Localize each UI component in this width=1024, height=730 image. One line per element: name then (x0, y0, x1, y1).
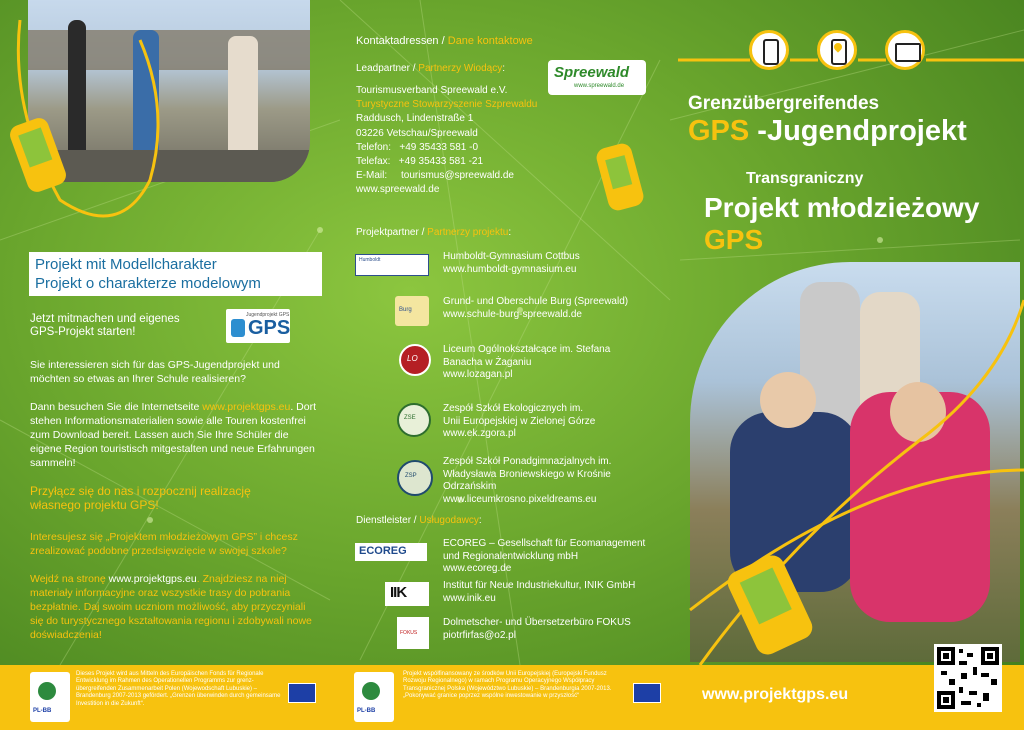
humboldt-logo-text: Humboldt (359, 257, 381, 263)
partner-text (443, 251, 580, 276)
para-interest-de: Sie interessieren sich für das GPS-Jugendprojekt und möchten so etwas an Ihrer Schule realisieren? (30, 359, 280, 385)
title-pl-line1: Transgraniczny (746, 170, 864, 187)
partner-text (443, 403, 595, 441)
partner-name: Liceum Ogólnokształcące im. Stefana (443, 344, 611, 355)
lead-partner-address (356, 84, 537, 198)
title-pl-gps: GPS (704, 224, 764, 255)
ds-pl: Usługodawcy (419, 515, 479, 526)
partner-text (443, 344, 610, 382)
para-visit-text-a: Dann besuchen Sie die Internetseite (30, 401, 203, 413)
heading-pl: Projekt o charakterze modelowym (35, 275, 261, 292)
footer-bar (0, 665, 1024, 730)
heading-de: Projekt mit Modellcharakter (35, 256, 217, 273)
partner-name: Grund- und Oberschule Burg (Spreewald) (443, 296, 629, 307)
gps-device-graphic-left (0, 0, 340, 240)
lead-website[interactable]: www.spreewald.de (356, 184, 440, 196)
contact-heading-pl: Dane kontaktowe (447, 35, 533, 47)
contact-heading-de: Kontaktadressen (356, 35, 439, 47)
service-name: ECOREG – Gesellschaft für Ecomanagement (443, 538, 646, 549)
service-name: Institut für Neue Industriekultur, INIK GmbH (443, 580, 636, 591)
ecoreg-logo-text: ECOREG (359, 545, 407, 557)
footer-text-pl: Projekt współfinansowany ze środków Unii Europejskiej (Europejski Fundusz Rozwoju Regionalnego) w ramach Programu Operacyjnego Współpracy Transgranicznej Polska (Województwo Lubuskie) – Brandenburgia 2007-2013. „Pokonywać granice poprzez wspólne inwestowanie w przyszłość“ (403, 671, 612, 700)
website-url[interactable]: www.projektgps.eu (702, 686, 849, 703)
zsp-logo (397, 460, 433, 496)
title-de-suffix: -Jugendprojekt (749, 115, 967, 147)
partner-name-2: Władysława Broniewskiego w Krośnie (443, 468, 611, 480)
projektgps-link-pl[interactable]: www.projektgps.eu (108, 573, 197, 585)
ecoreg-logo (355, 543, 427, 561)
plbb-label: PL-BB (33, 708, 52, 714)
partner-zse (355, 403, 665, 453)
service-fokus (355, 617, 665, 667)
service-providers-label: Dienstleister / Usługodawcy: (356, 515, 482, 526)
burg-school-logo (395, 296, 429, 326)
spreewald-logo-url: www.spreewald.de (574, 83, 625, 89)
partner-website[interactable]: www.ek.zgora.pl (443, 428, 516, 440)
service-text (443, 617, 631, 642)
contact-heading: Kontaktadressen / Dane kontaktowe (356, 35, 533, 47)
eu-flag-icon (288, 683, 316, 703)
zsp-logo-text: ZSP (405, 473, 417, 479)
partner-name: Humboldt-Gymnasium Cottbus (443, 251, 580, 262)
gps-logo-text: GPS (248, 317, 291, 339)
title-de-line1: Grenzübergreifendes (688, 93, 880, 114)
service-website[interactable]: www.ecoreg.de (443, 563, 512, 575)
partner-website[interactable]: www.lozagan.pl (443, 369, 513, 381)
service-website[interactable]: www.inik.eu (443, 592, 496, 604)
pl-bb-logo-left (30, 672, 70, 722)
partner-website[interactable]: www.schule-burg-spreewald.de (443, 308, 582, 320)
lo-logo-text: LO (407, 354, 418, 363)
pp-de: Projektpartner (356, 227, 419, 238)
lead-partner-label: Leadpartner / Partnerzy Wiodący: (356, 63, 505, 74)
footer-text-de: Dieses Projekt wird aus Mitteln des Europäischen Fonds für Regionale Entwicklung im Rahmen des Operationellen Programms zur grenz-übergreifenden Zusammenarbeit Polen (Wojewodschaft Lubuskie) – Brandenburg 2007-2013 gefördert. „Grenzen überwinden durch gemeinsame Investition in die Zukunft“. (76, 671, 281, 707)
gps-device-graphic-right (670, 0, 1024, 665)
pp-pl: Partnerzy projektu (427, 227, 509, 238)
pl-bb-logo-right (354, 672, 394, 722)
partner-website[interactable]: www.humboldt-gymnasium.eu (443, 263, 577, 275)
zse-logo (397, 403, 431, 437)
join-now-de: Jetzt mitmachen und eigenes GPS-Projekt starten! (30, 313, 180, 338)
para-visit-de (30, 400, 320, 470)
para-visit-pl-b: . Znajdziesz na niej materiały informacyjne oraz wszystkie trasy do pobrania bezpłatnie. Daj swoim uczniom możliwość, aby przyczyniali się do turystycznego kształtowania regionu i zdobywali nowe doświadczenia! (30, 573, 312, 641)
burg-logo-text: Burg (399, 307, 412, 313)
eu-flag-icon (633, 683, 661, 703)
join-now-pl: Przyłącz się do nas i rozpocznij realizację własnego projektu GPS! (30, 484, 251, 512)
gps-device-graphic-mid (588, 125, 648, 225)
service-text (443, 538, 645, 576)
partner-name: Zespół Szkół Ponadgimnazjalnych im. (443, 456, 612, 467)
lead-fax: Telefax: +49 35433 581 -21 (356, 156, 484, 168)
project-partners-label: Projektpartner / Partnerzy projektu: (356, 227, 512, 238)
para-visit-pl-a: Wejdź na stronę (30, 573, 109, 585)
partner-humboldt (355, 251, 665, 301)
partner-website[interactable]: www.liceumkrosno.pixeldreams.eu (443, 493, 597, 505)
title-pl-main: Projekt młodzieżowy (704, 192, 980, 223)
service-text (443, 580, 635, 605)
spreewald-logo-text: Spreewald (554, 64, 630, 81)
title-de-gps: GPS (688, 115, 750, 147)
gps-project-logo (226, 309, 290, 343)
partner-burg (355, 296, 665, 346)
lead-de: Leadpartner (356, 63, 410, 74)
partner-zsp (355, 456, 665, 518)
gps-logo-small-text: Jugendprojekt GPS (246, 312, 290, 318)
service-name-2: und Regionalentwicklung mbH (443, 550, 579, 562)
inik-logo-text: IIK (390, 584, 407, 601)
partner-name-2: Banacha w Żaganiu (443, 356, 532, 368)
partner-name: Zespół Szkół Ekologicznych im. (443, 403, 584, 414)
fokus-logo (397, 617, 429, 649)
lead-line: 03226 Vetschau/Spreewald (356, 127, 478, 139)
service-email[interactable]: piotrfirfas@o2.pl (443, 629, 516, 641)
service-name: Dolmetscher- und Übersetzerbüro FOKUS (443, 617, 631, 628)
projektgps-link-de[interactable]: www.projektgps.eu (202, 401, 291, 413)
lead-line: Tourismusverband Spreewald e.V. (356, 85, 508, 96)
partner-name-3: Odrzańskim (443, 481, 497, 493)
lead-email[interactable]: E-Mail: tourismus@spreewald.de (356, 170, 514, 182)
fokus-logo-text: FOKUS (400, 630, 418, 636)
partner-lo-zagan (355, 344, 665, 394)
lead-line: Turystyczne Stowarzyszenie Szprewaldu (356, 99, 538, 111)
model-project-heading (29, 252, 322, 296)
partner-name-2: Unii Europejskiej w Zielonej Górze (443, 415, 596, 427)
partner-text (443, 456, 611, 506)
spreewald-logo (548, 60, 646, 95)
lead-pl: Partnerzy Wiodący (418, 63, 503, 74)
zse-logo-text: ZSE (404, 415, 416, 421)
partner-text (443, 296, 628, 321)
humboldt-logo (355, 254, 429, 276)
ds-de: Dienstleister (356, 515, 412, 526)
lead-phone: Telefon: +49 35433 581 -0 (356, 141, 479, 153)
para-visit-text-b: . Dort stehen Informationsmaterialien sowie alle Touren kostenfrei zum Download bereit. Lassen auch Sie Ihre Schüler die eigene Region touristisch mitgestalten und neue Erfahrungen sammeln! (30, 401, 317, 469)
lead-line: Raddusch, Lindenstraße 1 (356, 113, 474, 125)
para-interest-pl: Interesujesz się „Projektem młodzieżowym GPS” i chcesz zrealizować podobne przedsięwzięcie w swojej szkole? (30, 531, 298, 557)
para-visit-pl (30, 572, 320, 642)
lo-zagan-logo (399, 344, 431, 376)
qr-code[interactable] (934, 644, 1002, 712)
inik-logo (385, 582, 429, 606)
plbb-label: PL-BB (357, 708, 376, 714)
